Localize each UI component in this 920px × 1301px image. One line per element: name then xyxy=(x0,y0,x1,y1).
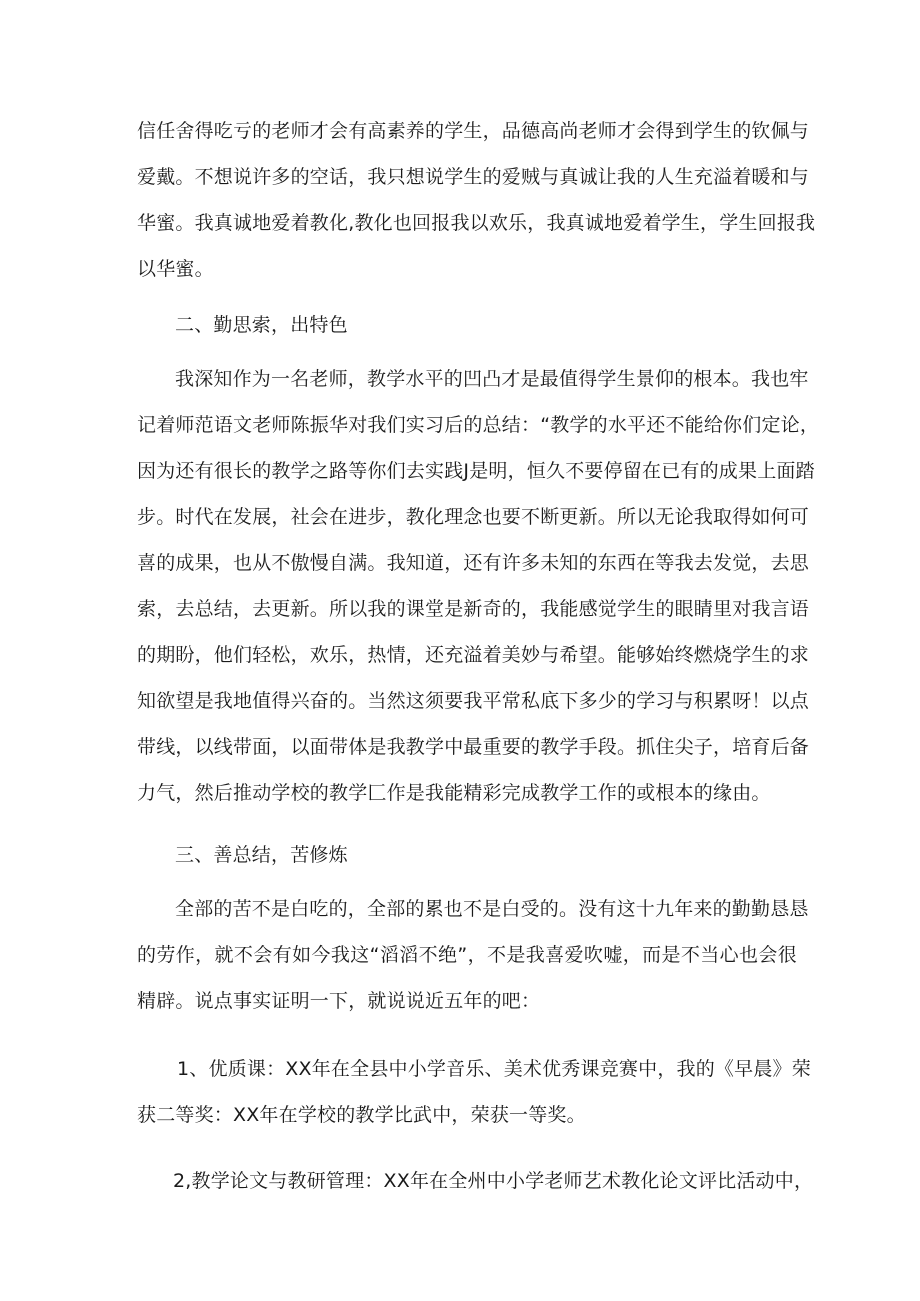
text-line: 1、优质课：XX年在全县中小学音乐、美术优秀课竞赛中，我的《早晨》荣 xyxy=(177,1058,811,1080)
list-item-1 xyxy=(137,1046,811,1138)
text-line: 力气，然后推动学校的教学匚作是我能精彩完成教学工作的或根本的缘由。 xyxy=(137,782,771,804)
text-line: 步。时代在发展，社会在进步，教化理念也要不断更新。所以无论我取得如何可 xyxy=(137,506,810,528)
text-line: 知欲望是我地值得兴奋的。当然这须要我平常私底下多少的学习与积累呀！以点 xyxy=(137,690,810,712)
text-line: 我深知作为一名老师，教学水平的凹凸才是最值得学生景仰的根本。我也牢 xyxy=(175,368,809,390)
text-line: 的劳作，就不会有如今我这“滔滔不绝”，不是我喜爱吹嘘，而是不当心也会很 xyxy=(137,944,797,966)
paragraph-2 xyxy=(137,356,820,816)
section-heading-2 xyxy=(137,302,797,348)
text-line: 爱戴。不想说许多的空话，我只想说学生的爱贼与真诚让我的人生充溢着暖和与 xyxy=(137,166,810,188)
text-line: 记着师范语文老师陈振华对我们实习后的总结：“教学的水平还不能给你们定论， xyxy=(137,414,820,436)
heading-text: 三、善总结，苦修炼 xyxy=(175,844,348,866)
text-line: 全部的苦不是白吃的，全部的累也不是白受的。没有这十九年来的勤勤恳恳 xyxy=(175,898,809,920)
paragraph-3 xyxy=(137,886,809,1024)
text-line: 2,教学论文与教研管理：XX年在全州中小学老师艺术教化论文评比活动中， xyxy=(173,1170,814,1192)
heading-text: 二、勤思索，出特色 xyxy=(175,314,348,336)
text-line: 带线，以线带面，以面带体是我教学中最重要的教学手段。抓住尖子，培育后备 xyxy=(137,736,810,758)
text-line: 喜的成果，也从不傲慢自满。我知道，还有许多未知的东西在等我去发觉，去思 xyxy=(137,552,810,574)
list-item-2 xyxy=(137,1158,814,1204)
text-line: 索，去总结，去更新。所以我的课堂是新奇的，我能感觉学生的眼睛里对我言语 xyxy=(137,598,810,620)
text-line: 信任舍得吃亏的老师才会有高素养的学生，品德高尚老师才会得到学生的钦佩与 xyxy=(137,120,810,142)
text-line: 因为还有很长的教学之路等你们去实践J是明，恒久不要停留在已有的成果上面踏 xyxy=(137,460,815,482)
paragraph-1 xyxy=(137,108,816,292)
text-line: 获二等奖：XX年在学校的教学比武中，荣获一等奖。 xyxy=(137,1104,586,1126)
text-line: 华蜜。我真诚地爱着教化,教化也回报我以欢乐，我真诚地爱着学生，学生回报我 xyxy=(137,212,816,234)
text-line: 的期盼，他们轻松，欢乐，热情，还充溢着美妙与希望。能够始终燃烧学生的求 xyxy=(137,644,810,666)
text-line: 精辟。说点事实证明一下，就说说近五年的吧： xyxy=(137,990,541,1012)
text-line: 以华蜜。 xyxy=(137,258,214,280)
section-heading-3 xyxy=(137,832,797,878)
